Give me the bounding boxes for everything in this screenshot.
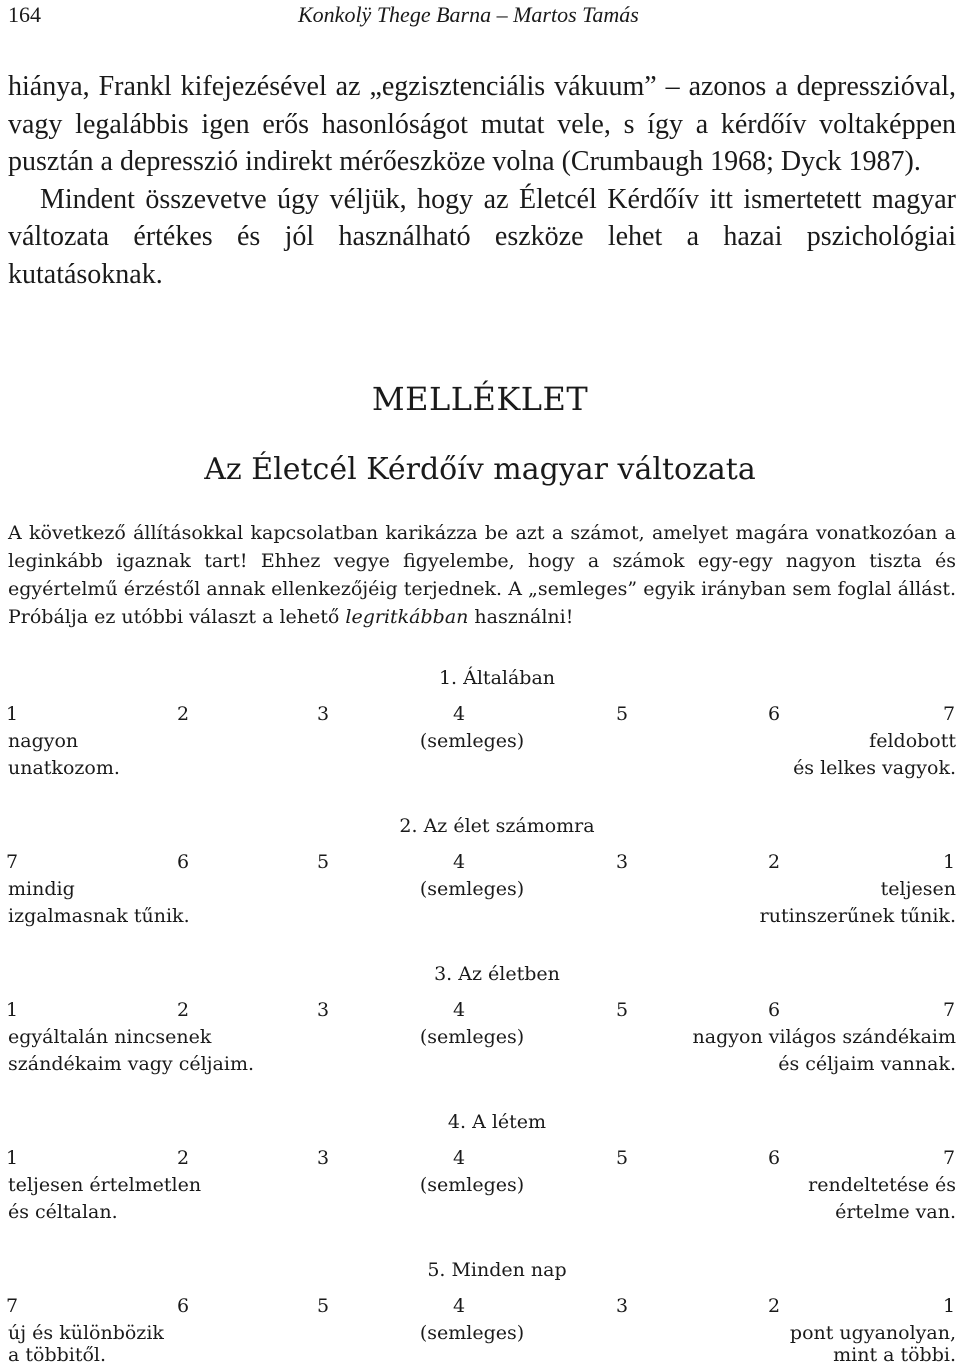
rating-scale [5,999,956,1025]
questionnaire-item-5 [5,1259,956,1371]
scale-option[interactable]: 3 [316,999,330,1021]
scale-option[interactable]: 4 [452,1147,466,1169]
scale-option[interactable]: 2 [767,851,781,873]
neutral-label: (semleges) [419,1026,525,1048]
scale-option[interactable]: 7 [942,1147,956,1169]
paragraph-1: hiánya, Frankl kifejezésével az „egzisztenciális vákuum” – azonos a depresszióval, vagy legalábbis igen erős hasonlóságot mutat vele, s így a kérdőív voltaképpen pusztán a depresszió indirekt mérőeszköze volna (Crumbaugh 1968; Dyck 1987). [8,71,956,177]
right-anchor-label: értelme van. [835,1201,956,1223]
scale-option[interactable]: 1 [942,1295,956,1317]
scale-option[interactable]: 7 [5,851,19,873]
scale-option[interactable]: 5 [615,999,629,1021]
running-head: Konkolÿ Thege Barna – Martos Tamás [298,2,639,27]
scale-option[interactable]: 1 [5,999,19,1021]
neutral-label: (semleges) [419,1322,525,1344]
right-anchor-label: rendeltetése és [808,1174,956,1196]
left-anchor-label: izgalmasnak tűnik. [8,905,190,927]
rating-scale [5,703,956,729]
right-anchor-label: és lelkes vagyok. [793,757,956,779]
left-anchor-label: nagyon [8,730,79,752]
scale-option[interactable]: 2 [176,1147,190,1169]
left-anchor-label: és céltalan. [8,1201,118,1223]
scale-option[interactable]: 7 [942,999,956,1021]
rating-scale [5,851,956,877]
right-anchor-label: feldobott [869,730,956,752]
left-anchor-label: egyáltalán nincsenek [8,1026,212,1048]
questionnaire-item-1 [5,667,956,787]
scale-option[interactable]: 5 [615,703,629,725]
scale-option[interactable]: 1 [5,1147,19,1169]
right-anchor-label: rutinszerűnek tűnik. [759,905,956,927]
scale-option[interactable]: 3 [316,703,330,725]
paragraph-2: Mindent összevetve úgy véljük, hogy az Életcél Kérdőív itt ismertetett magyar változata értékes és jól használható eszköze lehet a hazai pszichológiai kutatásoknak. [8,183,956,290]
item-title: 2. Az élet számomra [399,815,595,837]
questionnaire-item-2 [5,815,956,935]
questionnaire-item-3 [5,963,956,1083]
scale-option[interactable]: 4 [452,703,466,725]
instructions [8,519,956,631]
item-title: 1. Általában [438,667,556,689]
scale-option[interactable]: 6 [176,851,190,873]
scale-option[interactable]: 2 [176,703,190,725]
scale-option[interactable]: 5 [316,851,330,873]
scale-option[interactable]: 5 [615,1147,629,1169]
scale-option[interactable]: 2 [176,999,190,1021]
instructions-emphasis: legritkábban [345,606,469,628]
rating-scale [5,1295,956,1321]
neutral-label: (semleges) [419,730,525,752]
left-anchor-label: unatkozom. [8,757,120,779]
appendix-subtitle: Az Életcél Kérdőív magyar változata [204,452,756,487]
page-number: 164 [8,2,41,27]
questionnaire-item-4 [5,1111,956,1231]
scale-option[interactable]: 3 [316,1147,330,1169]
rating-scale [5,1147,956,1173]
scale-option[interactable]: 4 [452,851,466,873]
scale-option[interactable]: 6 [767,999,781,1021]
scale-option[interactable]: 5 [316,1295,330,1317]
scale-option[interactable]: 7 [5,1295,19,1317]
neutral-label: (semleges) [419,1174,525,1196]
right-anchor-label: nagyon világos szándékaim [692,1026,956,1048]
page-header [8,0,952,30]
scale-option[interactable]: 1 [5,703,19,725]
scale-option[interactable]: 1 [942,851,956,873]
right-anchor-label: pont ugyanolyan, [789,1322,956,1344]
scale-option[interactable]: 3 [615,1295,629,1317]
scale-option[interactable]: 4 [452,1295,466,1317]
instructions-text-1: A következő állításokkal kapcsolatban karikázza be azt a számot, amelyet magára vonatkozóan a leginkább igaznak tart! Ehhez vegye figyelembe, hogy a számok egy-egy nagyon tiszta és egyértelmű érzéstől annak ellenkezőjéig terjednek. A „semleges” egyik irányban sem foglal állást. Próbálja ez utóbbi választ a lehető [8,522,956,628]
scale-option[interactable]: 4 [452,999,466,1021]
item-title: 3. Az életben [434,963,560,985]
body-text [8,68,956,293]
left-anchor-label: szándékaim vagy céljaim. [8,1053,255,1075]
right-anchor-label: és céljaim vannak. [778,1053,956,1075]
left-anchor-label: teljesen értelmetlen [8,1174,202,1196]
scale-option[interactable]: 3 [615,851,629,873]
scale-option[interactable]: 7 [942,703,956,725]
instructions-text-2: használni! [468,606,574,628]
appendix-title: MELLÉKLET [371,380,589,418]
left-anchor-label: új és különbözik [8,1322,164,1344]
item-title: 4. A létem [447,1111,547,1133]
scale-option[interactable]: 2 [767,1295,781,1317]
neutral-label: (semleges) [419,878,525,900]
scale-option[interactable]: 6 [176,1295,190,1317]
scale-option[interactable]: 6 [767,703,781,725]
item-title: 5. Minden nap [427,1259,567,1281]
left-anchor-label: a többitől. [8,1344,107,1366]
right-anchor-label: teljesen [880,878,956,900]
left-anchor-label: mindig [8,878,75,900]
scale-option[interactable]: 6 [767,1147,781,1169]
right-anchor-label: mint a többi. [833,1344,956,1366]
